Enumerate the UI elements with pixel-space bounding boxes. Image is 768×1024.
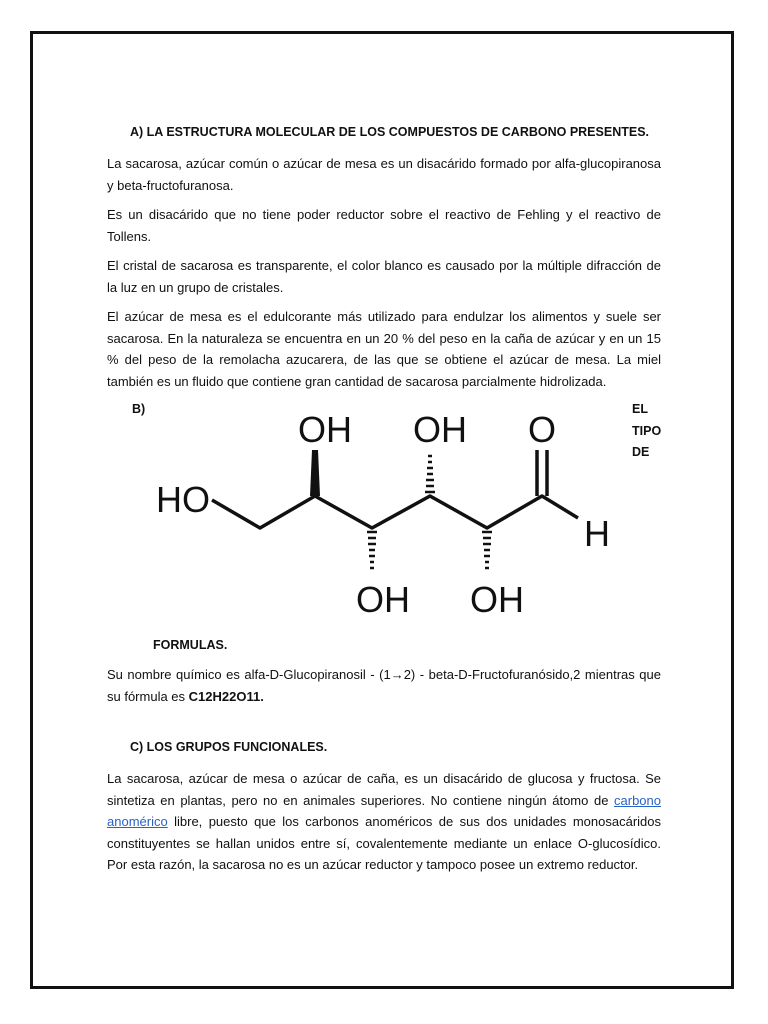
side-word-el: EL bbox=[632, 402, 648, 416]
label-oh-top-2: OH bbox=[413, 409, 467, 450]
section-a-heading: A) LA ESTRUCTURA MOLECULAR DE LOS COMPUESTOS DE CARBONO PRESENTES. bbox=[130, 125, 650, 139]
carbono-anomerico-link[interactable]: carbono anomérico bbox=[107, 792, 661, 829]
paragraph-c-part-1: La sacarosa, azúcar de mesa o azúcar de caña, es un disacárido de glucosa y fructosa. Se sintetiza en plantas, pero no en animales superiores. No contiene ningún átomo de bbox=[107, 771, 661, 808]
chemical-name-text: Su nombre químico es alfa-D-Glucopiranosil - (1→2) - beta-D-Fructofuranósido,2 mientras que su fórmula es bbox=[107, 667, 661, 704]
label-h: H bbox=[584, 513, 610, 554]
side-words bbox=[632, 399, 661, 464]
label-oh-bottom-1: OH bbox=[356, 579, 410, 620]
formulas-label: FORMULAS. bbox=[153, 638, 228, 652]
paragraph-c-part-2: libre, puesto que los carbonos anoméricos de sus dos unidades monosacáridos constituyentes se hallan unidos entre sí, covalentemente mediante un enlace O-glucosídico. Por esta razón, la sacarosa no es un azúcar reductor y tampoco posee un extremo reductor. bbox=[107, 814, 661, 872]
label-o-top: O bbox=[528, 409, 557, 450]
section-b-label: B) bbox=[132, 402, 146, 416]
molecule-structure-diagram bbox=[150, 400, 620, 625]
paragraph-c bbox=[107, 768, 661, 876]
chemical-name-paragraph bbox=[107, 664, 661, 707]
label-oh-bottom-2: OH bbox=[470, 579, 524, 620]
paragraph-a-1: La sacarosa, azúcar común o azúcar de mesa es un disacárido formado por alfa-glucopiranosa y beta-fructofuranosa. bbox=[107, 156, 661, 193]
chemical-formula: C12H22O11. bbox=[188, 688, 264, 704]
carbon-chain bbox=[212, 496, 578, 528]
paragraph-a-3: El cristal de sacarosa es transparente, el color blanco es causado por la múltiple difracción de la luz en un grupo de cristales. bbox=[107, 258, 661, 295]
label-ho: HO bbox=[156, 479, 210, 520]
hashed-bond-bottom-1 bbox=[367, 532, 377, 568]
section-c-heading: C) LOS GRUPOS FUNCIONALES. bbox=[130, 740, 328, 754]
side-word-de: DE bbox=[632, 445, 650, 459]
label-oh-top-1: OH bbox=[298, 409, 352, 450]
paragraph-a-4: El azúcar de mesa es el edulcorante más utilizado para endulzar los alimentos y suele ser sacarosa. En la naturaleza se encuentra en un 20 % del peso en la caña de azúcar y en un 15 % del peso de la remolacha azucarera, de las que se obtiene el azúcar de mesa. La miel también es un fluido que contiene gran cantidad de sacarosa parcialmente hidrolizada. bbox=[107, 309, 661, 389]
hashed-bond-bottom-2 bbox=[482, 532, 492, 568]
hashed-bond-top-2 bbox=[425, 456, 435, 492]
side-word-tipo: TIPO bbox=[632, 423, 662, 438]
paragraph-a-2: Es un disacárido que no tiene poder reductor sobre el reactivo de Fehling y el reactivo de Tollens. bbox=[107, 207, 661, 244]
wedge-bond-1 bbox=[310, 450, 320, 496]
